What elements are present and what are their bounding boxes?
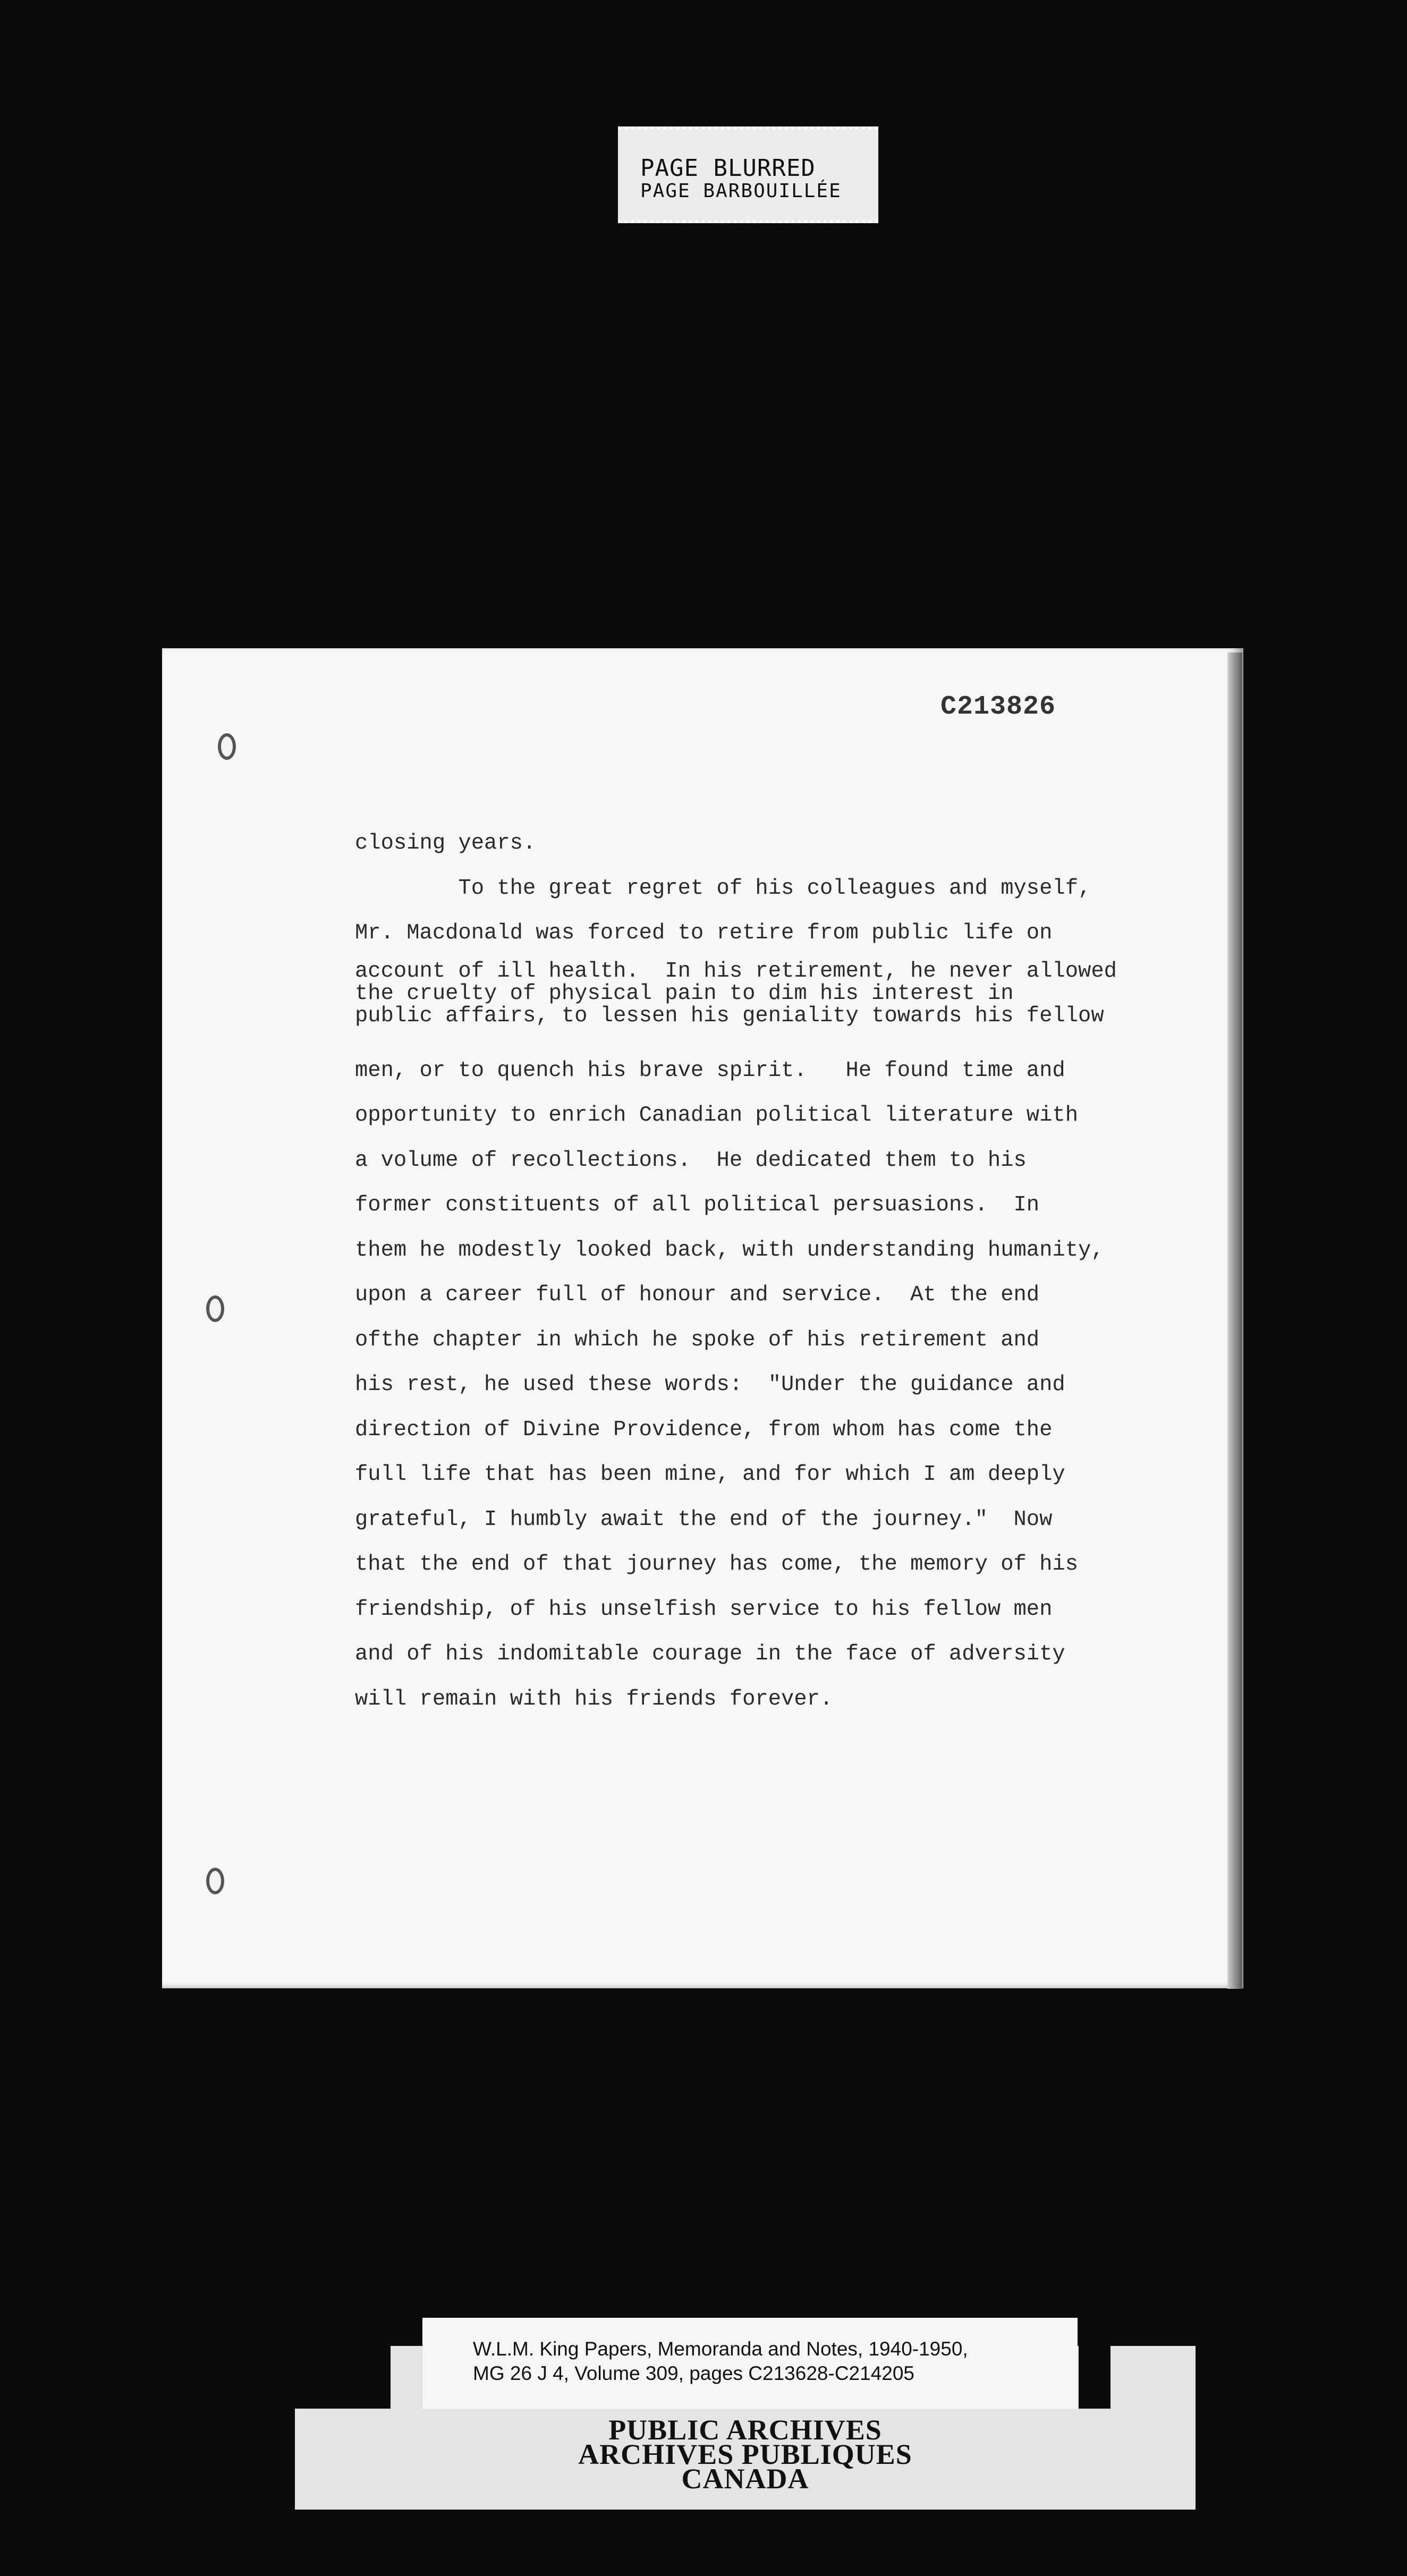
citation-label xyxy=(422,2318,1078,2409)
text-line: ofthe chapter in which he spoke of his retirement and xyxy=(355,1327,1040,1352)
archives-line-french: ARCHIVES PUBLIQUES xyxy=(578,2438,912,2470)
punch-hole-top-icon xyxy=(218,733,236,760)
text-line: opportunity to enrich Canadian political literature with xyxy=(355,1103,1079,1128)
page-blurred-label-french: PAGE BARBOUILLÉE xyxy=(640,180,842,202)
plate-notch-left xyxy=(295,2346,391,2409)
punch-hole-bottom-icon xyxy=(206,1868,224,1894)
text-line: the cruelty of physical pain to dim his interest in xyxy=(355,981,1014,1006)
citation-line-1: W.L.M. King Papers, Memoranda and Notes, 1940-1950, xyxy=(473,2338,968,2360)
text-line: them he modestly looked back, with understanding humanity, xyxy=(355,1238,1104,1262)
archive-page-number: C213826 xyxy=(940,692,1056,722)
punch-hole-middle-icon xyxy=(206,1295,224,1322)
text-line: that the end of that journey has come, the memory of his xyxy=(355,1552,1079,1577)
text-line: former constituents of all political persuasions. In xyxy=(355,1193,1040,1217)
text-line: men, or to quench his brave spirit. He found time and xyxy=(355,1058,1065,1083)
text-line: Mr. Macdonald was forced to retire from public life on xyxy=(355,921,1053,945)
page-blurred-label-english: PAGE BLURRED xyxy=(640,155,816,182)
plate-notch-right xyxy=(1079,2346,1111,2409)
archives-line-country: CANADA xyxy=(681,2463,809,2495)
text-line: full life that has been mine, and for which I am deeply xyxy=(355,1462,1065,1487)
text-line: his rest, he used these words: "Under the guidance and xyxy=(355,1372,1065,1397)
letter-body xyxy=(355,821,1141,1722)
page-edge-shadow xyxy=(1227,653,1242,1989)
page-blurred-label xyxy=(618,126,878,223)
archives-line-english: PUBLIC ARCHIVES xyxy=(608,2414,882,2446)
text-line: will remain with his friends forever. xyxy=(355,1687,833,1711)
archives-stamp xyxy=(295,2414,1196,2495)
text-line: friendship, of his unselfish service to his fellow men xyxy=(355,1597,1053,1622)
text-line: closing years. xyxy=(355,831,536,855)
text-line: and of his indomitable courage in the face of adversity xyxy=(355,1642,1065,1666)
text-line: To the great regret of his colleagues and myself, xyxy=(355,876,1091,901)
text-line: direction of Divine Providence, from whom has come the xyxy=(355,1417,1053,1442)
text-line: public affairs, to lessen his geniality towards his fellow xyxy=(355,1003,1104,1028)
text-line: account of ill health. In his retirement, he never allowed xyxy=(355,959,1117,984)
text-line: upon a career full of honour and service. At the end xyxy=(355,1283,1040,1307)
citation-line-2: MG 26 J 4, Volume 309, pages C213628-C214205 xyxy=(473,2362,915,2384)
text-line: a volume of recollections. He dedicated them to his xyxy=(355,1148,1027,1173)
text-line: grateful, I humbly await the end of the journey." Now xyxy=(355,1507,1053,1532)
